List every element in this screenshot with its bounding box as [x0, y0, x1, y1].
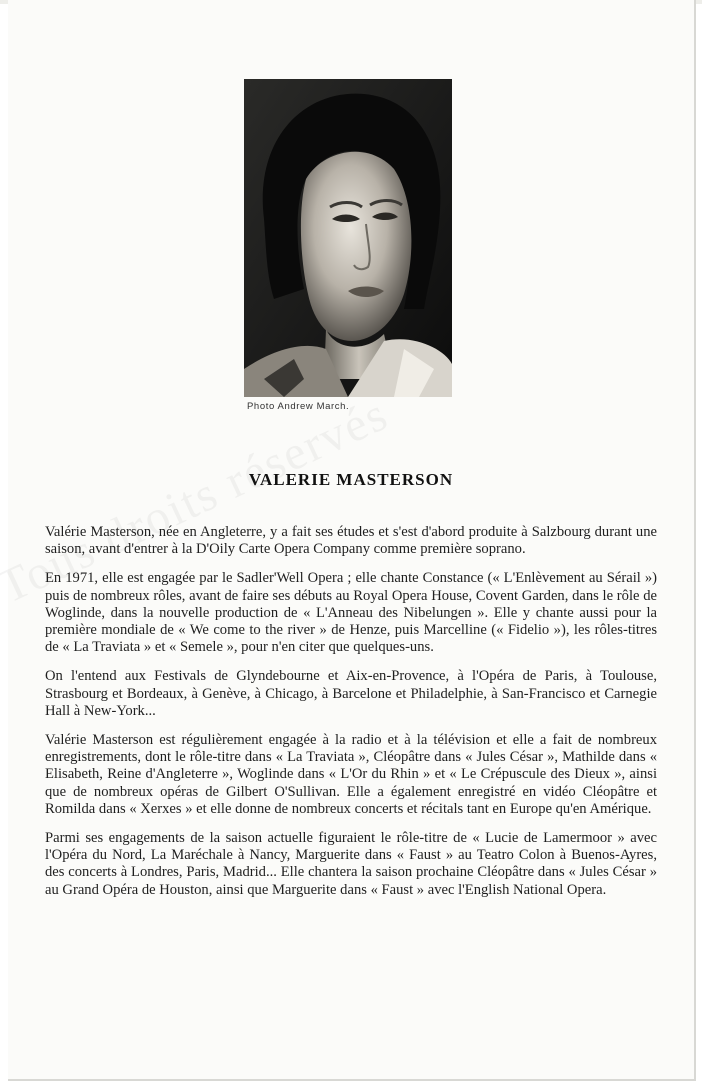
- paragraph-2: En 1971, elle est engagée par le Sadler'Well Opera ; elle chante Constance (« L'Enlèvement au Sérail ») puis de nombreux rôles, avant de faire ses débuts au Royal Opera House, Covent Garden, dans le rôle de Woglinde, dans la nouvelle production de « L'Anneau des Nibelungen ». Elle y chante aussi pour la première mondiale de « We come to the river » de Henze, puis Marcelline (« Fidelio »), les rôles-titres de « La Traviata » et « Semele », pour n'en citer que quelques-uns.: [45, 570, 657, 656]
- paragraph-1: Valérie Masterson, née en Angleterre, y a fait ses études et s'est d'abord produite à Salzbourg durant une saison, avant d'entrer à la D'Oily Carte Opera Company comme première soprano.: [45, 524, 657, 558]
- page-title: VALERIE MASTERSON: [248, 470, 454, 489]
- photo-credit: Photo Andrew March.: [247, 401, 350, 412]
- biography-text: [45, 524, 657, 911]
- paragraph-3: On l'entend aux Festivals de Glyndebourne et Aix-en-Provence, à l'Opéra de Paris, à Toulouse, Strasbourg et Bordeaux, à Genève, à Chicago, à Barcelone et Philadelphie, à San-Francisco et Carnegie Hall à New-York...: [45, 668, 657, 719]
- portrait-photo: [244, 79, 452, 397]
- portrait-image: [244, 79, 452, 397]
- paragraph-5: Parmi ses engagements de la saison actuelle figuraient le rôle-titre de « Lucie de Lamermoor » avec l'Opéra du Nord, La Maréchale à Nancy, Marguerite dans « Faust » au Teatro Colon à Buenos-Ayres, des concerts à Londres, Paris, Madrid... Elle chantera la saison prochaine Cléopâtre dans « Jules César » au Grand Opéra de Houston, ainsi que Marguerite dans « Faust » avec l'English National Opera.: [45, 830, 657, 898]
- paragraph-4: Valérie Masterson est régulièrement engagée à la radio et à la télévision et elle a fait de nombreux enregistrements, dont le rôle-titre dans « La Traviata », Cléopâtre dans « Jules César », Mathilde dans « Elisabeth, Reine d'Angleterre », Woglinde dans « L'Or du Rhin » et « Le Crépuscule des Dieux », ainsi que de nombreux opéras de Gilbert O'Sullivan. Elle a également enregistré en vidéo Cléopâtre et Romilda dans « Xerxes » et elle donne de nombreux concerts et récitals tant en Europe qu'en Amérique.: [45, 732, 657, 817]
